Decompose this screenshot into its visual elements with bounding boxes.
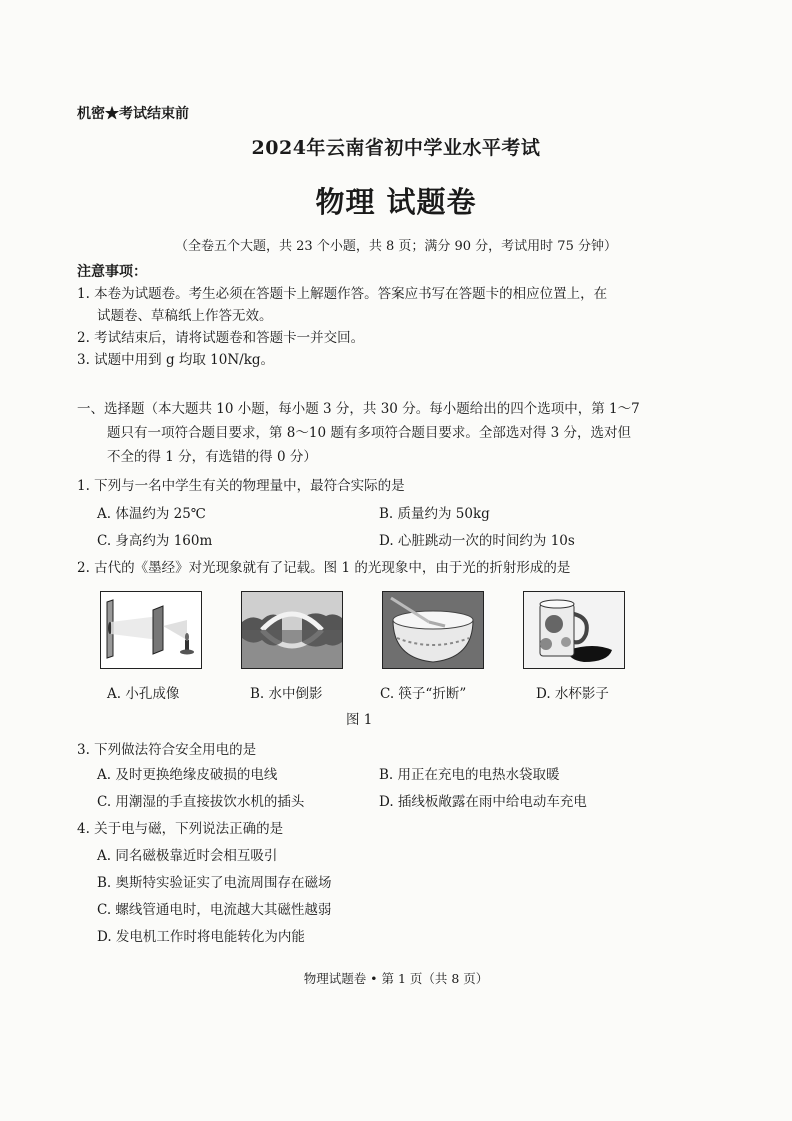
figure-pinhole-imaging <box>100 591 202 669</box>
figure-water-reflection <box>241 591 343 669</box>
question-3-option-a: A. 及时更换绝缘皮破损的电线 <box>97 767 278 783</box>
question-4-option-d: D. 发电机工作时将电能转化为内能 <box>97 929 305 945</box>
question-3-option-c: C. 用潮湿的手直接拔饮水机的插头 <box>97 794 305 810</box>
question-1-option-d: D. 心脏跳动一次的时间约为 10s <box>379 533 575 549</box>
question-3-option-b: B. 用正在充电的电热水袋取暖 <box>379 767 560 783</box>
question-4-option-a: A. 同名磁极靠近时会相互吸引 <box>97 848 278 864</box>
question-1-stem: 1. 下列与一名中学生有关的物理量中，最符合实际的是 <box>77 478 405 494</box>
notice-heading: 注意事项： <box>77 264 147 280</box>
exam-summary: （全卷五个大题，共 23 个小题，共 8 页；满分 90 分，考试用时 75 分钟） <box>175 239 617 254</box>
question-3-option-d: D. 插线板敞露在雨中给电动车充电 <box>379 794 587 810</box>
question-1-option-a: A. 体温约为 25℃ <box>97 506 206 522</box>
figure-caption-a: A. 小孔成像 <box>107 686 180 702</box>
paper-subtitle: 物理 试题卷 <box>315 185 477 219</box>
section-1-instructions-cont: 题只有一项符合题目要求，第 8～10 题有多项符合题目要求。全部选对得 3 分，选对但 <box>107 425 632 441</box>
question-3-stem: 3. 下列做法符合安全用电的是 <box>77 742 257 758</box>
question-1-option-b: B. 质量约为 50kg <box>379 506 490 522</box>
notice-item-1: 1. 本卷为试题卷。考生必须在答题卡上解题作答。答案应书写在答题卡的相应位置上，在 <box>77 286 608 302</box>
section-1-instructions: 一、选择题（本大题共 10 小题，每小题 3 分，共 30 分。每小题给出的四个选项中，第 1～7 <box>77 401 640 417</box>
question-4-option-c: C. 螺线管通电时，电流越大其磁性越弱 <box>97 902 332 918</box>
figure-caption-b: B. 水中倒影 <box>250 686 323 702</box>
figure-1-label: 图 1 <box>346 712 373 728</box>
question-4-option-b: B. 奥斯特实验证实了电流周围存在磁场 <box>97 875 332 891</box>
notice-item-2: 2. 考试结束后，请将试题卷和答题卡一并交回。 <box>77 330 365 346</box>
figure-caption-c: C. 筷子“折断” <box>380 686 467 702</box>
figure-bent-chopstick <box>382 591 484 669</box>
figure-caption-d: D. 水杯影子 <box>536 686 609 702</box>
exam-title: 2024年云南省初中学业水平考试 <box>251 137 541 159</box>
confidential-label: 机密★考试结束前 <box>77 106 189 122</box>
question-2-stem: 2. 古代的《墨经》对光现象就有了记载。图 1 的光现象中，由于光的折射形成的是 <box>77 560 571 576</box>
page-footer: 物理试题卷 • 第 1 页（共 8 页） <box>303 971 489 986</box>
section-1-instructions-end: 不全的得 1 分，有选错的得 0 分） <box>107 449 317 465</box>
question-1-option-c: C. 身高约为 160m <box>97 533 213 549</box>
notice-item-3: 3. 试题中用到 g 均取 10N/kg。 <box>77 352 275 368</box>
figure-cup-shadow <box>523 591 625 669</box>
notice-item-1-cont: 试题卷、草稿纸上作答无效。 <box>97 308 273 324</box>
question-4-stem: 4. 关于电与磁，下列说法正确的是 <box>77 821 284 837</box>
